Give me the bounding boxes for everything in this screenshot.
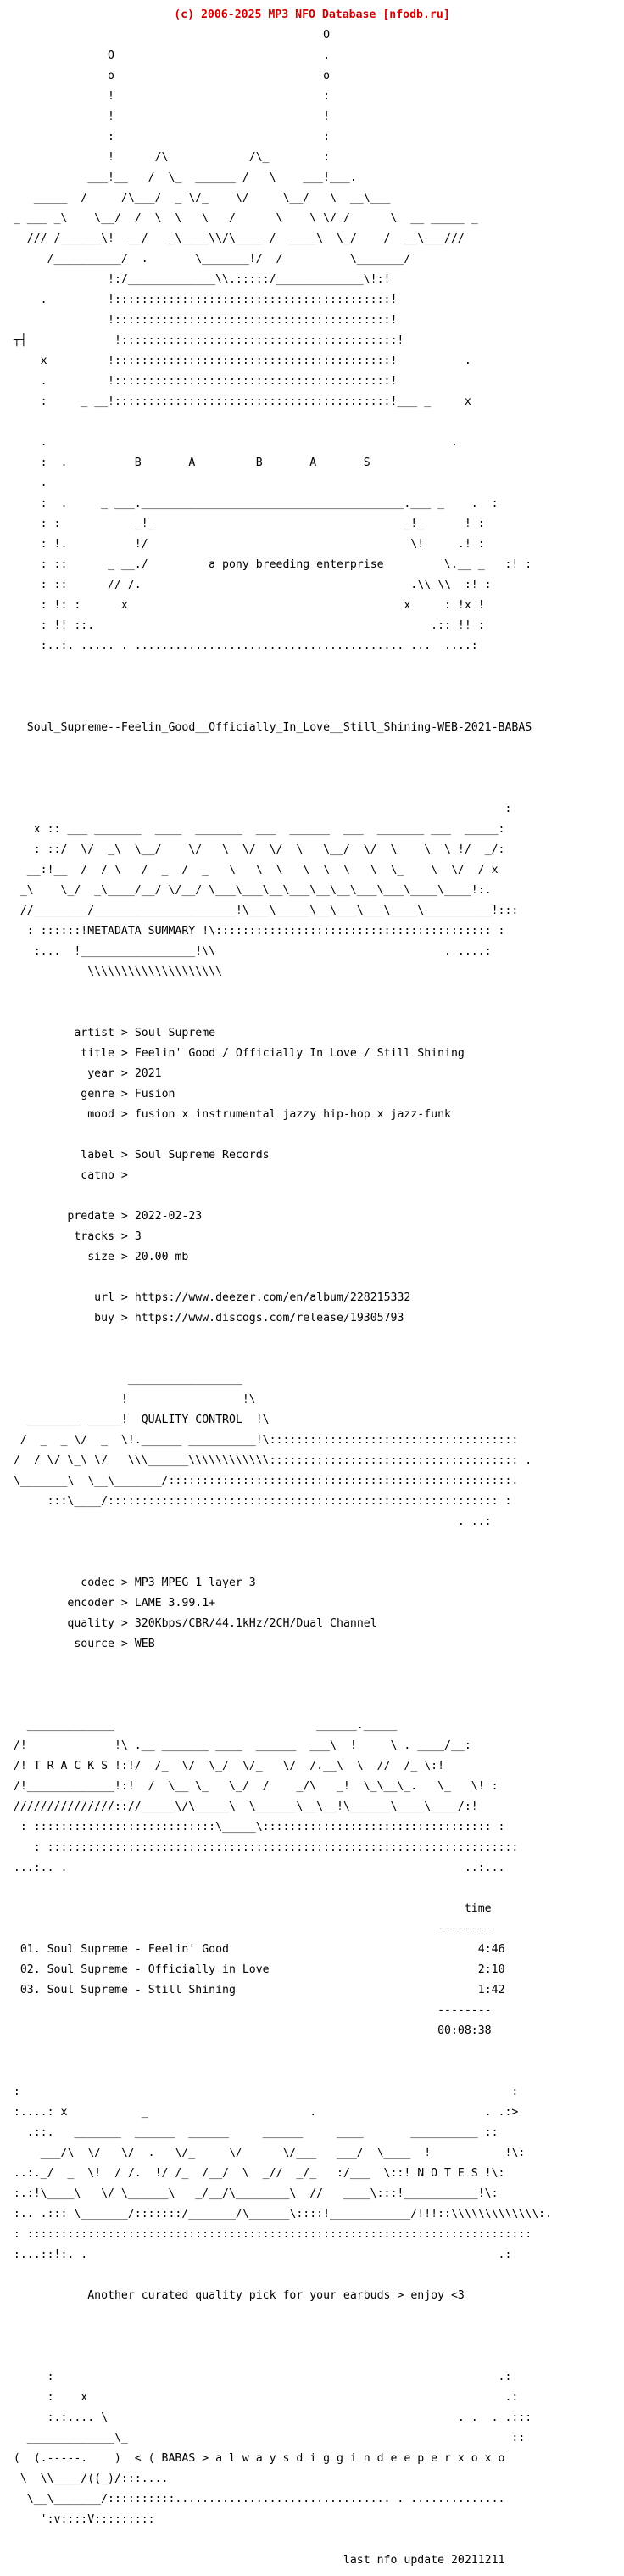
metadata-key-tracks: tracks [74, 1230, 114, 1243]
logo-art: x !:::::::::::::::::::::::::::::::::::::::::! . [0, 355, 471, 367]
metadata-key-genre: genre [81, 1088, 114, 1100]
notes-art: ___/\ \/ \/ . \/_ \/ \/___ ___/ \____ ! !\: [0, 2147, 526, 2159]
logo-art: ! /\ /\_ : [0, 151, 331, 164]
track-title: Soul Supreme - Feelin' Good [47, 1943, 229, 1956]
notes-art: : ::::::::::::::::::::::::::::::::::::::::::::::::::::::::::::::::::::::::::: [0, 2228, 532, 2241]
footer-art: : .: [0, 2371, 512, 2383]
notes-title: N O T E S [417, 2167, 478, 2180]
metadata-key-url: url [94, 1291, 114, 1304]
metadata-value-mood: fusion x instrumental jazzy hip-hop x jazz-funk [134, 1108, 451, 1121]
metadata-value-predate: 2022-02-23 [134, 1210, 203, 1223]
quality-art: / _ _ \/ _ \!.______ __________!\::::::::::::::::::::::::::::::::::::: [0, 1434, 519, 1447]
quality-key-codec: codec [81, 1576, 114, 1589]
notes-art: :...::!:. . .: [0, 2248, 512, 2261]
quality-value-quality: 320Kbps/CBR/44.1kHz/2CH/Dual Channel [134, 1617, 377, 1630]
metadata-row: year > 2021 [87, 1067, 162, 1080]
tracks-art: /!_____________!:! / \__ \_ \_/ / _/\ _! \_\__\_. \_ \! : [0, 1780, 499, 1793]
tracks-art: ///////////////:://_____\/\_____\ \______\__\__!\______\____\____/:! [0, 1800, 478, 1813]
time-header: time [464, 1902, 492, 1915]
logo-tagline: : :: _ __./ a pony breeding enterprise \.__ _ :! : [0, 558, 532, 571]
logo-letters: : . B A B A S [0, 456, 370, 469]
footer-motto: < ( BABAS > a l w a y s d i g g i n d e e p e r x o x o [134, 2452, 505, 2465]
logo-art: /__________/ . \_______!/ / \_______/ [0, 253, 411, 266]
quality-key-source: source [74, 1638, 114, 1650]
metadata-value-label: Soul Supreme Records [134, 1149, 270, 1162]
track-number: 01. [20, 1943, 41, 1956]
track-time: 4:46 [477, 1943, 505, 1956]
notes-art: :.:!\____\ \/ \______\ _/__/\________\ // ____\:::!___________!\: [0, 2187, 499, 2200]
tracks-art: ...:.. . ..:... [0, 1862, 505, 1874]
track-time: 1:42 [477, 1984, 505, 1996]
metadata-row: predate > 2022-02-23 [67, 1210, 203, 1223]
track-title: Soul Supreme - Still Shining [47, 1984, 236, 1996]
metadata-row: tracks > 3 [74, 1230, 142, 1243]
metadata-key-title: title [81, 1047, 114, 1060]
logo-art: . !:::::::::::::::::::::::::::::::::::::::::! [0, 294, 398, 306]
logo-art: _ ___ _\ \__/ / \ \ \ / \ \ \/ / \ __ _____ _ [0, 212, 478, 225]
logo-art: : !: : x x : !x ! [0, 599, 485, 612]
tracks-rule: -------- [0, 2004, 492, 2017]
quality-art: / / \/ \_\ \/ \\\______\\\\\\\\\\\\::::::::::::::::::::::::::::::::::::: . [0, 1454, 532, 1467]
quality-key-quality: quality [67, 1617, 114, 1630]
release-name [0, 723, 624, 733]
footer-art: _____________\_ :: [0, 2432, 526, 2444]
metadata-row: label > Soul Supreme Records [81, 1149, 270, 1162]
quality-art: ! !\ [0, 1393, 256, 1406]
metadata-row: size > 20.00 mb [87, 1251, 189, 1263]
metadata-row: genre > Fusion [81, 1088, 176, 1100]
footer-art: \ \\____/((_)/:::.... [0, 2472, 169, 2485]
metadata-value-year: 2021 [134, 1067, 162, 1080]
metadata-art: x :: ___ _______ ____ _______ ___ ______ ___ _______ ___ _____: [0, 823, 505, 836]
tagline: a pony breeding enterprise [209, 558, 384, 571]
logo-art: _____ / /\___/ _ \/_ \/ \__/ \ __\___ [0, 192, 391, 204]
last-update: last nfo update 20211211 [343, 2554, 505, 2567]
logo-art: !:::::::::::::::::::::::::::::::::::::::::! [0, 314, 398, 327]
quality-row: codec > MP3 MPEG 1 layer 3 [81, 1576, 256, 1589]
logo-art: !:/_____________\\.:::::/_____________\!:! [0, 273, 391, 286]
metadata-row: buy > https://www.discogs.com/release/19305793 [94, 1312, 404, 1324]
notes-text: Another curated quality pick for your earbuds > enjoy <3 [87, 2289, 465, 2302]
footer-art: ':v::::V::::::::: [0, 2513, 155, 2526]
logo-art: :..:. ..... . ........................................ ... ....: [0, 640, 478, 652]
quality-row: source > WEB [74, 1638, 155, 1650]
logo-art: : :: // /. .\\ \\ :! : [0, 579, 492, 591]
metadata-key-predate: predate [67, 1210, 114, 1223]
track-row[interactable] [0, 1985, 624, 1996]
logo-art: : : _!_ _!_ ! : [0, 518, 485, 530]
quality-value-encoder: LAME 3.99.1+ [134, 1597, 216, 1610]
metadata-value-buy[interactable]: https://www.discogs.com/release/19305793 [134, 1312, 404, 1324]
logo-art: : _ __!:::::::::::::::::::::::::::::::::::::::::!___ _ x [0, 395, 471, 408]
footer-art: :.:.... \ . . . .::: [0, 2411, 532, 2424]
notes-line [0, 2291, 624, 2301]
metadata-value-url[interactable]: https://www.deezer.com/en/album/228215332 [134, 1291, 411, 1304]
tracks-total-row [0, 2026, 624, 2036]
logo-art: : !! ::. .:: !! : [0, 619, 485, 632]
quality-row: encoder > LAME 3.99.1+ [67, 1597, 216, 1610]
metadata-value-tracks: 3 [134, 1230, 142, 1243]
metadata-row: artist > Soul Supreme [74, 1027, 216, 1039]
track-number: 02. [20, 1963, 41, 1976]
quality-art: _________________ [0, 1373, 242, 1386]
metadata-key-buy: buy [94, 1312, 114, 1324]
metadata-row: mood > fusion x instrumental jazzy hip-hop x jazz-funk [87, 1108, 451, 1121]
logo-art: : !. !/ \! .! : [0, 538, 485, 551]
metadata-key-catno: catno [81, 1169, 114, 1182]
logo-art: ┬┤ !:::::::::::::::::::::::::::::::::::::::::! [0, 334, 404, 347]
metadata-key-label: label [81, 1149, 114, 1162]
metadata-art: : [0, 803, 512, 815]
logo-art: ! : [0, 90, 331, 103]
logo-art: /// /______\! __/ _\____\\/\____ / ____\ \_/ / __\___/// [0, 232, 465, 245]
footer-art: \__\_______/::::::::::................................ . .............. [0, 2493, 505, 2506]
logo-art: . !:::::::::::::::::::::::::::::::::::::::::! [0, 375, 398, 388]
track-time: 2:10 [477, 1963, 505, 1976]
metadata-value-title: Feelin' Good / Officially In Love / Still Shining [134, 1047, 465, 1060]
metadata-value-genre: Fusion [134, 1088, 176, 1100]
notes-art: :.. .::: \_______/:::::::/_______/\______\::::!____________/!!!::\\\\\\\\\\\\\:. [0, 2208, 553, 2220]
notes-art: :....: x _ . . .:> [0, 2106, 519, 2119]
logo-art: : : [0, 131, 331, 143]
track-row[interactable] [0, 1945, 624, 1955]
tracks-art: : :::::::::::::::::::::::::::\_____\:::::::::::::::::::::::::::::::::: : [0, 1821, 505, 1834]
metadata-key-size: size [87, 1251, 114, 1263]
quality-key-encoder: encoder [67, 1597, 114, 1610]
tracks-art: _____________ ______._____ [0, 1719, 398, 1732]
notes-title-box: ..:._/ _ \! / /. !/ /_ /__/ \ _// _/_ :/___ \::! N O T E S !\: [0, 2167, 505, 2180]
tracks-total: 00:08:38 [437, 2024, 492, 2037]
metadata-art: : ::/ \/ _\ \__/ \/ \ \/ \/ \ \__/ \/ \ \ \ !/ _/: [0, 843, 505, 856]
tracks-art: : :::::::::::::::::::::::::::::::::::::::::::::::::::::::::::::::::::::: [0, 1841, 519, 1854]
track-row[interactable] [0, 1965, 624, 1975]
track-number: 03. [20, 1984, 41, 1996]
logo-art: : . _ ___._______________________________________.___ _ . : [0, 497, 499, 510]
metadata-art: :... !_________________!\\ . ....: [0, 945, 492, 958]
logo-letters-text: B A B A S [134, 456, 370, 469]
logo-art: ! ! [0, 110, 331, 123]
metadata-row: url > https://www.deezer.com/en/album/228215332 [94, 1291, 411, 1304]
footer-update-line [0, 2556, 624, 2566]
logo-art: ___!__ / \_ ______ / \ ___!___. [0, 171, 357, 184]
logo-art [0, 417, 624, 428]
metadata-title: METADATA SUMMARY [87, 925, 196, 938]
metadata-row: title > Feelin' Good / Officially In Love / Still Shining [81, 1047, 465, 1060]
metadata-value-artist: Soul Supreme [134, 1027, 216, 1039]
metadata-row: catno > [81, 1169, 135, 1182]
metadata-art: __:!__ / / \ / _ / _ \ \ \ \ \ \ \ \_ \ \/ / x [0, 864, 499, 876]
metadata-key-year: year [87, 1067, 114, 1080]
quality-art: :::\____/:::::::::::::::::::::::::::::::::::::::::::::::::::::::::: : [0, 1495, 512, 1508]
site-banner[interactable]: (c) 2006-2025 MP3 NFO Database [nfodb.ru] [174, 8, 450, 21]
metadata-art: \\\\\\\\\\\\\\\\\\\\ [0, 966, 223, 978]
logo-art: . [0, 477, 47, 490]
logo-art: . . [0, 436, 458, 449]
notes-art: : : [0, 2086, 519, 2098]
logo-art: O [0, 29, 331, 42]
release-name-text: Soul_Supreme--Feelin_Good__Officially_In_Love__Still_Shining-WEB-2021-BABAS [26, 721, 532, 734]
quality-row: quality > 320Kbps/CBR/44.1kHz/2CH/Dual Channel [67, 1617, 377, 1630]
track-title: Soul Supreme - Officially in Love [47, 1963, 270, 1976]
footer-motto-line: ( (.-----. ) < ( BABAS > a l w a y s d i g g i n d e e p e r x o x o [0, 2452, 505, 2465]
tracks-time-header [0, 1904, 624, 1914]
metadata-art: //________/_____________________!\___\_____\__\___\___\____\__________!::: [0, 904, 519, 917]
metadata-key-mood: mood [87, 1108, 114, 1121]
tracks-title-box: /! T R A C K S !:!/ /_ \/ \_/ \/_ \/ /.__\ \ // /_ \:! [0, 1760, 445, 1772]
notes-art: .::. _______ ______ ______ ______ ____ __________ :: [0, 2126, 499, 2139]
quality-title: QUALITY CONTROL [141, 1414, 242, 1426]
logo-art: o o [0, 70, 331, 82]
quality-art: . ..: [0, 1515, 492, 1528]
tracks-title: T R A C K S [33, 1760, 109, 1772]
metadata-key-artist: artist [74, 1027, 114, 1039]
quality-art: \_______\ \__\_______/:::::::::::::::::::::::::::::::::::::::::::::::::::. [0, 1475, 519, 1487]
tracks-rule: -------- [0, 1923, 492, 1935]
metadata-value-size: 20.00 mb [134, 1251, 189, 1263]
metadata-art: _\ \_/ _\____/__/ \/__/ \___\___\__\___\__\__\___\___\____\____!:. [0, 884, 492, 897]
metadata-title-box: : ::::::!METADATA SUMMARY !\::::::::::::::::::::::::::::::::::::::::: : [0, 925, 505, 938]
quality-title-box: ________ _____! QUALITY CONTROL !\ [0, 1414, 270, 1426]
logo-art: O . [0, 49, 331, 62]
footer-art: : x .: [0, 2391, 519, 2404]
quality-value-source: WEB [134, 1638, 155, 1650]
tracks-art: /! !\ .__ _______ ____ ______ ___\ ! \ . ____/__: [0, 1739, 471, 1752]
quality-value-codec: MP3 MPEG 1 layer 3 [134, 1576, 256, 1589]
